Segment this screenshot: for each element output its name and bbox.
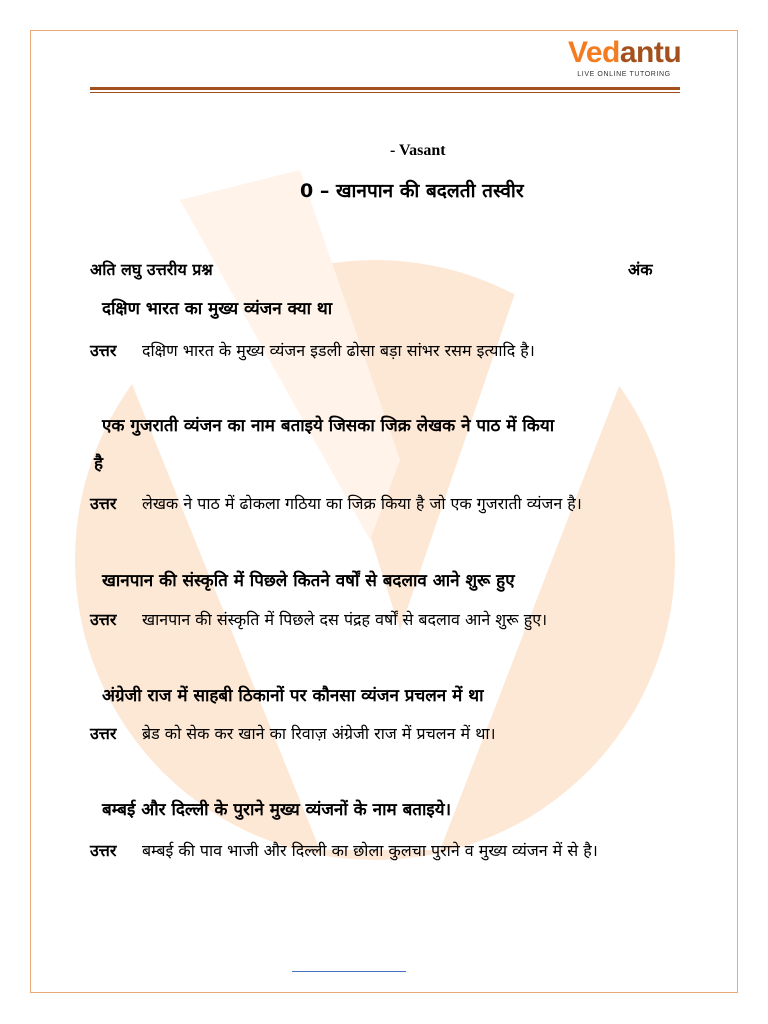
question-5: बम्बई और दिल्ली के पुराने मुख्य व्यंजनों के नाम बताइये। [102, 800, 452, 820]
answer-text: दक्षिण भारत के मुख्य व्यंजन इडली ढोसा बड़ा सांभर रसम इत्यादि है। [142, 341, 535, 360]
header-rule-thick [90, 87, 680, 90]
footer-link-underline[interactable] [292, 971, 406, 972]
question-2: एक गुजराती व्यंजन का नाम बताइये जिसका जिक्र लेखक ने पाठ में किया [102, 416, 555, 436]
answer-1 [90, 339, 535, 361]
answer-3 [90, 608, 547, 630]
answer-5 [90, 839, 598, 861]
header-rule-thin [90, 92, 680, 93]
answer-text: बम्बई की पाव भाजी और दिल्ली का छोला कुलचा पुराने व मुख्य व्यंजन में से है। [142, 841, 598, 860]
vedantu-logo [568, 36, 680, 80]
question-4: अंग्रेजी राज में साहबी ठिकानों पर कौनसा व्यंजन प्रचलन में था [102, 686, 484, 706]
answer-text: खानपान की संस्कृति में पिछले दस पंद्रह वर्षों से बदलाव आने शुरू हुए। [142, 610, 548, 629]
chapter-title: 0 – खानपान की बदलती तस्वीर [300, 180, 524, 202]
answer-label: उत्तर [90, 610, 117, 629]
answer-text: लेखक ने पाठ में ढोकला गठिया का जिक्र किया है जो एक गुजराती व्यंजन है। [142, 494, 582, 513]
question-1: दक्षिण भारत का मुख्य व्यंजन क्या था [102, 299, 333, 319]
answer-label: उत्तर [90, 724, 117, 743]
question-2-continuation: है [94, 454, 104, 474]
answer-label: उत्तर [90, 341, 117, 360]
question-3: खानपान की संस्कृति में पिछले कितने वर्षों से बदलाव आने शुरू हुए [102, 571, 515, 591]
answer-label: उत्तर [90, 494, 117, 513]
answer-text: ब्रेड को सेक कर खाने का रिवाज़ अंग्रेजी राज में प्रचलन में था। [142, 724, 496, 743]
marks-heading: अंक [628, 260, 653, 279]
answer-2 [90, 492, 582, 514]
logo-tagline: LIVE ONLINE TUTORING [577, 71, 671, 78]
answer-label: उत्तर [90, 841, 117, 860]
logo-wordmark: Vedantu [568, 36, 682, 69]
section-heading: अति लघु उत्तरीय प्रश्न [90, 260, 213, 279]
book-title: - Vasant [390, 142, 446, 159]
answer-4 [90, 722, 496, 744]
